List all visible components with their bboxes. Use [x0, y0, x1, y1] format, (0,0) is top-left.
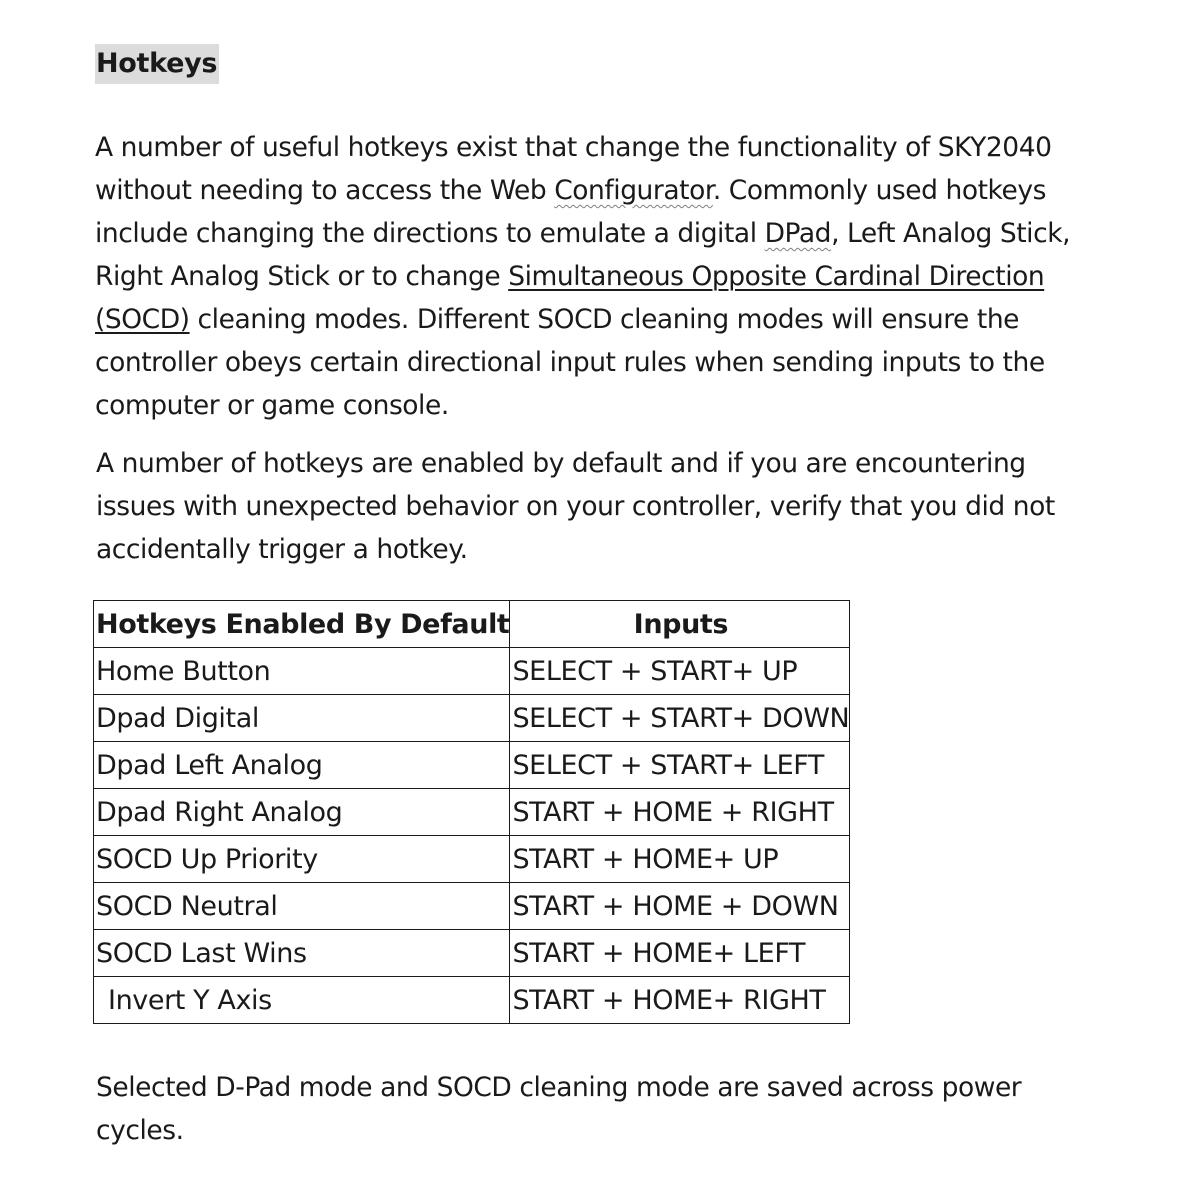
closing-paragraph: Selected D-Pad mode and SOCD cleaning mode are saved across power cycles.	[96, 1072, 1022, 1146]
web-configurator-term: Configurator	[554, 175, 713, 206]
hotkey-inputs: START + HOME+ LEFT	[510, 930, 850, 977]
hotkey-inputs: START + HOME+ UP	[510, 836, 850, 883]
hotkey-name: Home Button	[94, 648, 510, 695]
hotkey-name: Dpad Left Analog	[94, 742, 510, 789]
intro-text-3: , Left Analog Stick, Right Analog Stick or to change	[95, 218, 1071, 292]
header-inputs: Inputs	[510, 601, 850, 648]
default-hotkeys-paragraph: A number of hotkeys are enabled by default and if you are encountering issues with unexpected behavior on your controller, verify that you did not accidentally trigger a hotkey.	[96, 448, 1055, 565]
intro-text-4: cleaning modes. Different SOCD cleaning modes will ensure the controller obeys certain directional input rules when sending inputs to the computer or game console.	[95, 304, 1045, 421]
table-row	[94, 883, 850, 930]
hotkey-name: SOCD Up Priority	[94, 836, 510, 883]
hotkeys-table	[93, 600, 850, 1024]
hotkey-name: Dpad Digital	[94, 695, 510, 742]
table-row	[94, 930, 850, 977]
hotkey-inputs: SELECT + START+ DOWN	[510, 695, 850, 742]
table-row	[94, 789, 850, 836]
intro-text-2: . Commonly used hotkeys include changing the directions to emulate a digital	[95, 175, 1046, 249]
hotkey-inputs: START + HOME+ RIGHT	[510, 977, 850, 1024]
hotkey-inputs: START + HOME + RIGHT	[510, 789, 850, 836]
document-page	[95, 44, 1155, 1146]
table-row	[94, 648, 850, 695]
intro-paragraph	[95, 126, 1105, 427]
hotkey-name: Dpad Right Analog	[94, 789, 510, 836]
section-heading: Hotkeys	[95, 44, 219, 84]
hotkey-name: SOCD Last Wins	[94, 930, 510, 977]
header-hotkeys: Hotkeys Enabled By Default	[94, 601, 510, 648]
hotkey-name: SOCD Neutral	[94, 883, 510, 930]
table-row	[94, 695, 850, 742]
hotkey-inputs: START + HOME + DOWN	[510, 883, 850, 930]
hotkey-inputs: SELECT + START+ UP	[510, 648, 850, 695]
dpad-term: DPad	[764, 218, 832, 249]
table-row	[94, 836, 850, 883]
hotkey-name: Invert Y Axis	[94, 977, 510, 1024]
table-header-row	[94, 601, 850, 648]
intro-text-1: A number of useful hotkeys exist that change the functionality of SKY2040 without needing to access the Web	[95, 132, 1052, 206]
table-row	[94, 977, 850, 1024]
socd-link[interactable]: Simultaneous Opposite Cardinal Direction (SOCD)	[95, 261, 1045, 335]
hotkey-inputs: SELECT + START+ LEFT	[510, 742, 850, 789]
table-row	[94, 742, 850, 789]
